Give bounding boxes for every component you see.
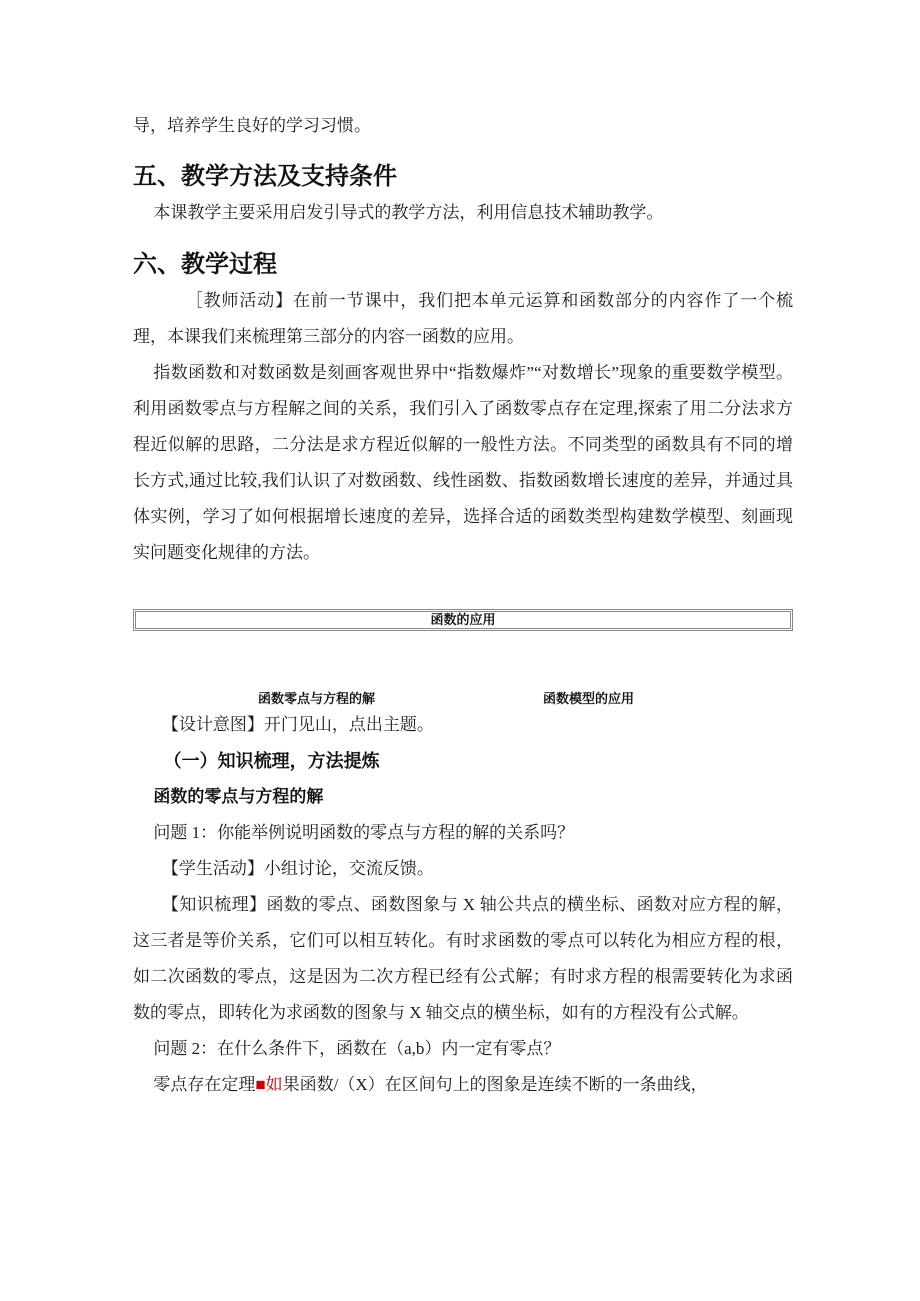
topic-heading: 函数的零点与方程的解 [153,787,324,806]
paragraph-student-activity: 【学生活动】小组讨论，交流反馈。 [161,859,434,878]
concept-map [133,609,793,707]
concept-map-root-label: 函数的应用 [430,612,496,627]
subsection-heading: （一）知识梳理，方法提炼 [163,751,380,771]
section-heading-teaching-process: 六、教学过程 [133,251,277,278]
concept-map-branch-right: 函数模型的应用 [543,691,635,706]
paragraph-question-2: 问题 2：在什么条件下，函数在（a,b）内一定有零点？ [153,1039,561,1058]
section-heading-teaching-methods: 五、教学方法及支持条件 [133,163,397,190]
concept-map-branches [133,691,793,707]
theorem-suffix: 果函数/（X）在区间句上的图象是连续不断的一条曲线， [282,1075,708,1094]
paragraph-knowledge-review: 【知识梳理】函数的零点、函数图象与 X 轴公共点的横坐标、函数对应方程的解，这三者是等价关系，它们可以相互转化。有时求函数的零点可以转化为相应方程的根，如二次函数的零点，这是因为二次方程已经有公式解；有时求方程的根需要转化为求函数的零点，即转化为求函数的图象与 X 轴交点的横坐标，如有的方程没有公式解。 [133,895,793,1022]
concept-map-root-box [133,609,793,631]
concept-map-branch-left: 函数零点与方程的解 [258,691,376,706]
theorem-highlight: ■如 [255,1075,283,1094]
paragraph-teaching-methods: 本课教学主要采用启发引导式的教学方法，利用信息技术辅助教学。 [153,203,664,222]
paragraph-question-1: 问题 1：你能举例说明函数的零点与方程的解的关系吗？ [153,823,575,842]
paragraph-unit-summary: 指数函数和对数函数是刻画客观世界中“指数爆炸”“对数增长”现象的重要数学模型。利用函数零点与方程解之间的关系，我们引入了函数零点存在定理,探索了用二分法求方程近似解的思路，二分法是求方程近似解的一般性方法。不同类型的函数具有不同的增长方式,通过比较,我们认识了对数函数、线性函数、指数函数增长速度的差异，并通过具体实例，学习了如何根据增长速度的差异，选择合适的函数类型构建数学模型、刻画现实问题变化规律的方法。 [133,363,793,562]
overflow-paragraph: 导，培养学生良好的学习习惯。 [133,116,371,135]
paragraph-zero-theorem [133,1067,793,1103]
paragraph-design-intent: 【设计意图】开门见山，点出主题。 [161,715,434,734]
paragraph-teacher-activity: ［教师活动】在前一节课中，我们把本单元运算和函数部分的内容作了一个梳理，本课我们来梳理第三部分的内容一函数的应用。 [133,291,793,346]
theorem-prefix: 零点存在定理 [153,1075,256,1094]
